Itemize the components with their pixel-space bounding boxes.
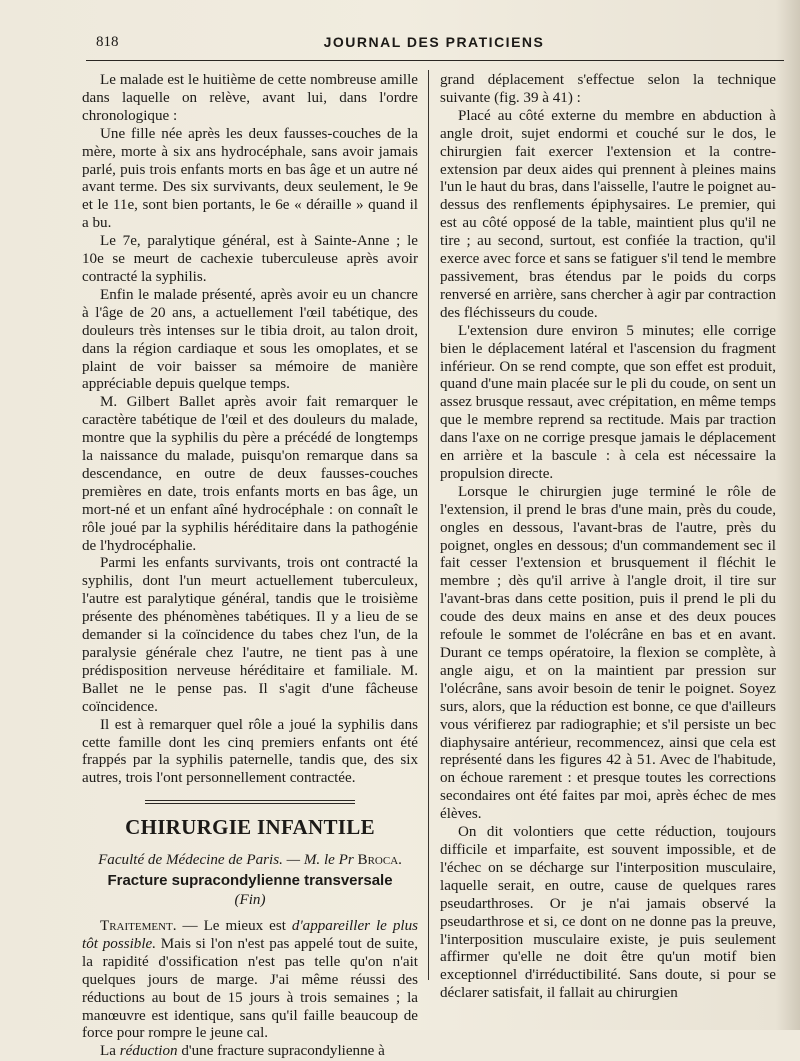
section-divider: [145, 800, 355, 804]
text-run: d'une fracture supracondylienne à: [177, 1043, 385, 1060]
column-divider: [428, 70, 429, 980]
article-title: Fracture supracondylienne transversale: [107, 872, 393, 890]
paragraph: [82, 1043, 418, 1061]
text-run: — Le mieux est: [176, 917, 292, 934]
paragraph: Une fille née après les deux fausses-couches de la mère, morte à six ans hydrocéphale, sans avoir jamais parlé, puis trois enfants morts en bas âge et un autre né avant terme. Des six survivants, deux seulement, le 9e et le 11e, sont bien portants, le 6e « déraille » quand il a bu.: [82, 125, 418, 232]
paragraph: Lorsque le chirurgien juge terminé le rôle de l'extension, il prend le bras d'une main, près du coude, ongles en dessous, l'avant-bras de l'autre, près du poignet, ongles en dessous; d'un commandement sec il fait cesser l'extension et brusquement il fléchit le membre ; dès qu'il arrive à l'angle droit, il tire sur l'avant-bras dans cette position, puis il prend le pli du coude des deux mains en anse et des deux pouces refoule le sommet de l'olécrâne en bas et en avant. Durant ce temps opératoire, la flexion se complète, à angle aigu, et on la maintient par pression sur l'olécrâne, sans avoir besoin de tenir le poignet. Soyez surs, alors, que la réduction est bonne, ce que d'ailleurs vous vérifierez par radiographie; et s'il persiste un bec diaphysaire antérieur, recommencez, ainsi que cela est représenté dans les figures 42 à 51. Avec de l'habitude, on échoue rarement : et presque toutes les corrections secondaires ont été faites par moi, après échec de mes élèves.: [440, 483, 776, 823]
paragraph: L'extension dure environ 5 minutes; elle corrige bien le déplacement latéral et l'ascension du fragment inférieur. On se rend compte, que son effet est produit, quand d'une main placée sur le pli du coude, on sent un assez brusque ressaut, avec crépitation, en même temps que le membre reprend sa rectitude. Mais par traction dans l'axe on ne corrige presque jamais le déplacement en arrière et la bascule : à cela est nécessaire la propulsion directe.: [440, 322, 776, 482]
fin-label: (Fin): [234, 892, 266, 909]
text-run: La: [100, 1043, 120, 1060]
text-run: Mais si l'on n'est pas appelé tout de suite, la rapidité d'ossification n'est pas telle qu'on n'ait quelques jours de marge. J'ai même réussi des réductions au bout de 15 jours à trois semaines ; la manœuvre est identique, sans qu'il faille beaucoup de force pour rompre le jeune cal.: [82, 935, 418, 1042]
author-name: Broca.: [357, 852, 402, 869]
paragraph: Le malade est le huitième de cette nombreuse amille dans laquelle on relève, avant lui, dans l'ordre chronologique :: [82, 72, 418, 124]
paragraph: On dit volontiers que cette réduction, toujours difficile et imparfaite, est souvent impossible, et de l'échec on se décharge sur l'interposition musculaire, laquelle serait, en outre, cause de quelques rares pseudarthroses. Or je n'ai jamais observé la pseudarthrose et si, ce dont on ne donne pas la preuve, l'interposition musculaire existe, je puis seulement affirmer qu'elle ne doit être qu'un motif bien exceptionnel d'irréductibilité. Sans doute, si pour se déclarer satisfait, il fallait au chirurgien: [440, 824, 776, 1002]
italic-run: réduction: [119, 1043, 178, 1060]
paragraph: grand déplacement s'effectue selon la technique suivante (fig. 39 à 41) :: [440, 72, 776, 106]
left-column: [82, 72, 418, 1061]
right-column: [440, 72, 776, 1003]
treatment-label: Traitement.: [100, 917, 177, 934]
paragraph: Parmi les enfants survivants, trois ont contracté la syphilis, dont l'un meurt actuellement tuberculeux, l'autre est paralytique général, tandis que le troisième présente des phénomènes tabétiques. Il y a lieu de se demander si la coïncidence du tabes chez l'un, de la paralysie générale chez l'autre, ne tient pas à une prédisposition nerveuse héréditaire et familiale. M. Ballet ne le pense pas. Il s'agit d'une fâcheuse coïncidence.: [82, 555, 418, 715]
page-header: [88, 30, 780, 54]
faculty-line: [82, 852, 418, 870]
paragraph: M. Gilbert Ballet après avoir fait remarquer le caractère tabétique de l'œil et des douleurs du malade, montre que la syphilis du père a précédé de longtemps la naissance du malade, puisqu'on remarque dans sa descendance, en outre de deux fausses-couches premières en date, trois enfants morts en bas âge, un mort-né et un enfant aîné hydrocéphale : on connaît le rôle joué par la syphilis héréditaire dans la pathogénie de l'hydrocéphalie.: [82, 394, 418, 554]
section-title: CHIRURGIE INFANTILE: [125, 815, 375, 840]
paragraph: Enfin le malade présenté, après avoir eu un chancre à l'âge de 20 ans, a actuellement l'œil tabétique, des douleurs très intenses sur le tibia droit, au talon droit, dans la région cardiaque et sous les omoplates, et se plaint de voir baisser sa mémoire de manière appréciable depuis quelque temps.: [82, 286, 418, 393]
italic-run: d'appareiller le plus tôt possible.: [82, 917, 419, 952]
faculty-text: Faculté de Médecine de Paris. — M. le Pr: [98, 852, 354, 869]
paragraph: Il est à remarquer quel rôle a joué la syphilis dans cette famille dont les cinq premiers enfants ont été frappés par la syphilis paternelle, tandis que, des six autres, trois l'ont personnellement contractée.: [82, 716, 418, 787]
paragraph: Le 7e, paralytique général, est à Sainte-Anne ; le 10e se meurt de cachexie tuberculeuse après avoir contracté la syphilis.: [82, 233, 418, 285]
page-number: 818: [96, 34, 119, 50]
paragraph: [82, 918, 418, 1043]
header-rule: [86, 60, 784, 61]
paragraph: Placé au côté externe du membre en abduction à angle droit, sujet endormi et couché sur le dos, le chirurgien fait exercer l'extension et la contre-extension par deux aides qui prennent à pleines mains l'un le haut du bras, dans l'aisselle, l'autre le poignet au-dessus des renflements épiphysaires. Le premier, qui est au côté opposé de la table, maintient plus qu'il ne tire ; au second, surtout, est confiée la traction, qu'il exerce avec force et sans se fatiguer s'il tend le membre passivement, bras étendus par le poids du corps renversé en arrière, sans chercher à agir par contraction des fléchisseurs du coude.: [440, 107, 776, 321]
running-head: JOURNAL DES PRATICIENS: [323, 34, 545, 50]
